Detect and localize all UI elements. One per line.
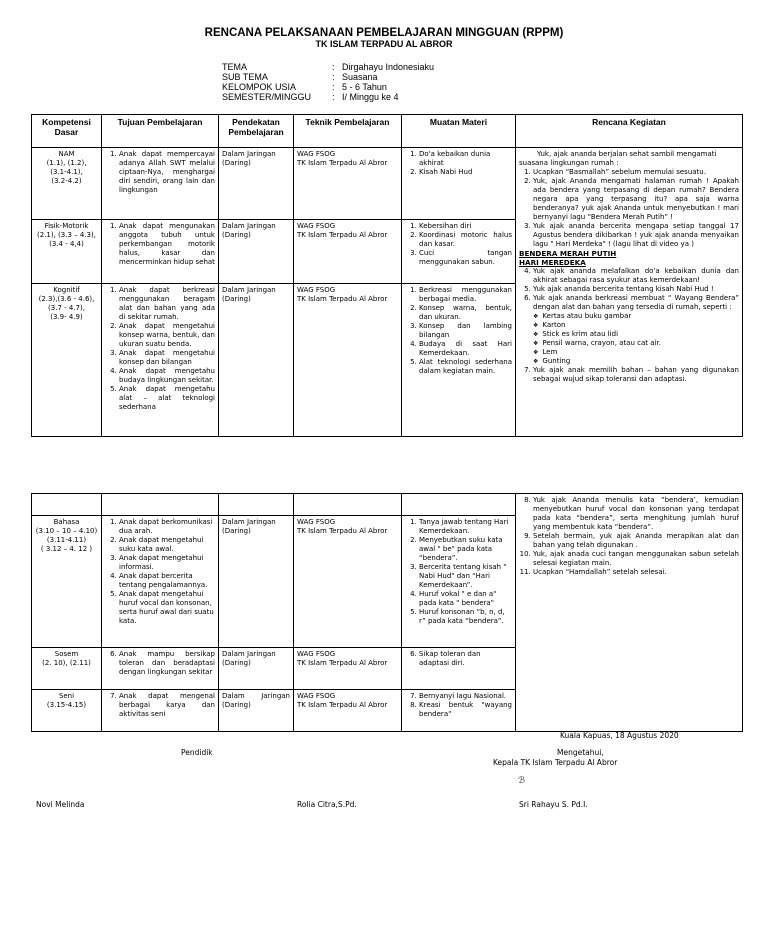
document-title: RENCANA PELAKSANAAN PEMBELAJARAN MINGGUAN (RPPM) <box>204 27 564 39</box>
header-pendekatan: Pendekatan Pembelajaran <box>219 115 294 148</box>
teknik-line: TK Islam Terpadu Al Abror <box>297 701 388 709</box>
muatan-item: 1. Kebersihan diri <box>419 222 512 231</box>
muatan-item: 6. Sikap toleran dan adaptasi diri. <box>419 650 512 668</box>
signatory-name-1: Novi Melinda <box>36 800 85 809</box>
tujuan-item: 6. Anak mampu bersikap toleran dan beradaptasi dengan lingkungan sekitar <box>119 650 215 677</box>
kompetensi-line: (3.15-4.15) <box>46 701 87 709</box>
kompetensi-cell <box>32 284 102 437</box>
rencana-kegiatan-cell <box>516 148 743 437</box>
tujuan-item: 1. Anak dapat mengunakan anggota tubuh untuk perkembangan motorik halus, kasar dan mencerminkan hidup sehat <box>119 222 215 267</box>
pendekatan-cell: Dalam Jaringan (Daring) <box>219 284 294 437</box>
rencana-item: 4. Yuk ajak ananda melafalkan do'a kebaikan dunia dan akhirat sebagai rasa syukur atas kemerdekaan! <box>533 267 739 285</box>
header-teknik: Teknik Pembelajaran <box>294 115 402 148</box>
pendekatan-cell: Dalam Jaringan (Daring) <box>219 690 294 732</box>
tujuan-item: 4. Anak dapat bercerita tentang pengalamannya. <box>119 572 215 590</box>
muatan-item: 4. Budaya di saat Hari Kemerdekaan. <box>419 340 512 358</box>
pendekatan-cell: Dalam Jaringan (Daring) <box>219 648 294 690</box>
kompetensi-line: Sosem <box>54 650 79 658</box>
tujuan-cell <box>102 284 219 437</box>
muatan-item: 5. Huruf konsonan “b, n, d, r” pada kata “bendera”. <box>419 608 512 626</box>
kepala-label: Kepala TK Islam Terpadu Al Abror <box>493 758 618 767</box>
rppm-table-2 <box>31 493 743 732</box>
material-item: ❖ Stick es krim atau lidi <box>533 330 739 339</box>
teknik-cell <box>294 648 402 690</box>
rencana-intro: Yuk, ajak ananda berjalan sehat sambil mengamati suasana lingkungan rumah : <box>519 150 717 167</box>
teknik-line: TK Islam Terpadu Al Abror <box>297 527 388 535</box>
tujuan-item: 1. Anak dapat berkreasi menggunakan beragam alat dan bahan yang ada di sekitar rumah. <box>119 286 215 322</box>
table-row <box>32 148 743 220</box>
muatan-item: 5. Alat teknologi sederhana dalam kegiatan main. <box>419 358 512 376</box>
info-value: Dirgahayu Indonesiaku <box>342 62 435 72</box>
kompetensi-cell <box>32 648 102 690</box>
header-rencana: Rencana Kegiatan <box>516 115 743 148</box>
kompetensi-line: (3.11-4.11) <box>46 536 87 544</box>
teknik-cell <box>294 148 402 220</box>
info-label: TEMA <box>222 62 248 72</box>
teknik-line: TK Islam Terpadu Al Abror <box>297 659 388 667</box>
tujuan-cell <box>102 148 219 220</box>
info-label: KELOMPOK USIA <box>222 82 297 92</box>
empty-cell <box>102 494 219 516</box>
muatan-item: 4. Huruf vokal " e dan a" pada kata " bendera" <box>419 590 512 608</box>
empty-cell <box>402 494 516 516</box>
rencana-item: 7. Yuk ajak anak memilih bahan – bahan yang digunakan sebagai wujud sikap toleransi dan adaptasi. <box>533 366 739 384</box>
tujuan-cell <box>102 690 219 732</box>
kompetensi-line: (3.7 - 4.7), <box>48 304 85 312</box>
info-value: Suasana <box>342 72 378 82</box>
rencana-item: 6. Yuk ajak ananda berkreasi membuat “ Wayang Bendera” dengan alat dan bahan yang tersedia di rumah, seperti : <box>533 294 739 312</box>
song-title-1: BENDERA MERAH PUTIH <box>519 249 617 258</box>
signatory-name-3: Sri Rahayu S. Pd.I. <box>519 800 588 809</box>
header-kompetensi: Kompetensi Dasar <box>32 115 102 148</box>
rencana-item: 10. Yuk, ajak anada cuci tangan menggunakan sabun setelah selesai kegiatan main. <box>533 550 739 568</box>
muatan-item: 1. Berkreasi menggunakan berbagai media. <box>419 286 512 304</box>
pendidik-label: Pendidik <box>181 748 213 757</box>
pendekatan-cell: Dalam Jaringan (Daring) <box>219 148 294 220</box>
muatan-item: 2. Kisah Nabi Hud <box>419 168 512 177</box>
tujuan-item: 3. Anak dapat mengetahui informasi. <box>119 554 215 572</box>
tujuan-item: 3. Anak dapat mengetahui konsep dan bilangan <box>119 349 215 367</box>
teknik-line: TK Islam Terpadu Al Abror <box>297 159 388 167</box>
tujuan-item: 5. Anak dapat mengetahu alat – alat teknologi sederhana <box>119 385 215 412</box>
info-value: I/ Minggu ke 4 <box>342 92 399 102</box>
kompetensi-line: (3.10 – 10 – 4.10) <box>35 527 98 535</box>
teknik-cell <box>294 516 402 648</box>
materials-list <box>519 312 739 366</box>
kompetensi-line: (1.1), (1.2), <box>46 159 87 167</box>
table-blank-row <box>32 494 743 516</box>
material-item: ❖ Pensil warna, crayon, atau cat air. <box>533 339 739 348</box>
muatan-item: 3. Bercerita tentang kisah " Nabi Hud" dan “Hari Kemerdekaan”. <box>419 563 512 590</box>
kompetensi-cell <box>32 148 102 220</box>
teknik-cell <box>294 284 402 437</box>
song-title-2: HARI MEREDEKA <box>519 258 586 267</box>
muatan-cell <box>402 516 516 648</box>
muatan-item: 1. Do'a kebaikan dunia akhirat <box>419 150 512 168</box>
table-header-row <box>32 115 743 148</box>
teknik-line: WAG FSOG <box>297 518 336 526</box>
kompetensi-line: Seni <box>58 692 75 700</box>
muatan-cell <box>402 690 516 732</box>
pendekatan-cell: Dalam Jaringan (Daring) <box>219 220 294 284</box>
material-item: ❖ Gunting <box>533 357 739 366</box>
rencana-item: 3. Yuk ajak ananda bercerita mengapa setiap tanggal 17 Agustus bendera dikibarkan ! yuk ajak ananda menyaikan lagu " Hari Merdeka" ! (lagu lihat di video ya ) <box>533 222 739 249</box>
muatan-item: 2. Menyebutkan suku kata awal " be" pada kata “bendera”. <box>419 536 512 563</box>
teknik-line: WAG FSOG <box>297 222 336 230</box>
kompetensi-line: (2.1), (3.3 – 4.3), <box>37 231 96 239</box>
muatan-item: 7. Bernyanyi lagu Nasional. <box>419 692 512 701</box>
header-muatan: Muatan Materi <box>402 115 516 148</box>
rencana-item: 11. Ucapkan “Hamdallah” setelah selesai. <box>533 568 739 577</box>
kompetensi-line: ( 3.12 – 4. 12 ) <box>40 545 93 553</box>
empty-cell <box>32 494 102 516</box>
kompetensi-line: (3.9- 4.9) <box>50 313 83 321</box>
teknik-cell <box>294 220 402 284</box>
rencana-item: 1. Ucapkan “Basmallah” sebelum memulai sesuatu. <box>533 168 739 177</box>
teknik-line: WAG FSOG <box>297 692 336 700</box>
kompetensi-cell <box>32 516 102 648</box>
empty-cell <box>219 494 294 516</box>
tujuan-cell <box>102 648 219 690</box>
tujuan-cell <box>102 220 219 284</box>
muatan-item: 2. Konsep warna, bentuk, dan ukuran. <box>419 304 512 322</box>
rencana-kegiatan-cell <box>516 494 743 732</box>
kompetensi-line: (2. 10), (2.11) <box>42 659 91 667</box>
place-date: Kuala Kapuas, 18 Agustus 2020 <box>560 731 679 740</box>
teknik-line: TK Islam Terpadu Al Abror <box>297 295 388 303</box>
rppm-table-1 <box>31 114 743 437</box>
muatan-cell <box>402 284 516 437</box>
tujuan-item: 2. Anak dapat mengetahui suku kata awal. <box>119 536 215 554</box>
info-value: 5 - 6 Tahun <box>342 82 387 92</box>
teknik-line: WAG FSOG <box>297 286 336 294</box>
kompetensi-line: (2.3),(3.6 - 4.6), <box>38 295 95 303</box>
muatan-item: 3. Cuci tangan menggunakan sabun. <box>419 249 512 267</box>
signature-mark: ℬ <box>518 776 526 786</box>
empty-cell <box>294 494 402 516</box>
signatory-name-2: Rolia Citra,S.Pd. <box>297 800 357 809</box>
kompetensi-cell <box>32 690 102 732</box>
info-label: SEMESTER/MINGGU <box>222 92 312 102</box>
muatan-cell <box>402 148 516 220</box>
kompetensi-line: Bahasa <box>53 518 80 526</box>
document-subtitle: TK ISLAM TERPADU AL ABROR <box>315 39 453 49</box>
tujuan-item: 7. Anak dapat mengenal berbagai karya dan aktivitas seni <box>119 692 215 719</box>
kompetensi-line: Kognitif <box>53 286 80 294</box>
rencana-item: 5. Yuk ajak ananda bercerita tentang kisah Nabi Hud ! <box>533 285 739 294</box>
tujuan-item: 1. Anak dapat mempercayai adanya Allah SWT melalui ciptaan-Nya, menghargai diri sendiri, orang lain dan lingkungan <box>119 150 215 195</box>
material-item: ❖ Lem <box>533 348 739 357</box>
tujuan-item: 2. Anak dapat mengetahui konsep warna, bentuk, dan ukuran suatu benda. <box>119 322 215 349</box>
header-tujuan: Tujuan Pembelajaran <box>102 115 219 148</box>
tujuan-item: 4. Anak dapat mengetahu budaya lingkungan sekitar. <box>119 367 215 385</box>
kompetensi-line: NAM <box>58 150 75 158</box>
teknik-line: WAG FSOG <box>297 150 336 158</box>
kompetensi-line: Fisik-Motorik <box>44 222 89 230</box>
tujuan-cell <box>102 516 219 648</box>
tujuan-item: 5. Anak dapat mengetahui huruf vocal dan konsonan, serta huruf awal dari suatu kata. <box>119 590 215 626</box>
teknik-cell <box>294 690 402 732</box>
rencana-item: 9. Setelah bermain, yuk ajak Ananda merapikan alat dan bahan yang telah digunakan . <box>533 532 739 550</box>
muatan-item: 2. Koordinasi motoric halus dan kasar. <box>419 231 512 249</box>
kompetensi-line: (3.4 - 4,4) <box>49 240 84 248</box>
rencana-item: 8. Yuk ajak Ananda menulis kata “bendera’, kemudian menyebutkan huruf vocal dan konsonan yang terdapat pada kata “bendera”, serta menghitung jumlah huruf yang membentuk kata “bendera”. <box>533 496 739 532</box>
material-item: ❖ Kertas atau buku gambar <box>533 312 739 321</box>
teknik-line: WAG FSOG <box>297 650 336 658</box>
muatan-cell <box>402 220 516 284</box>
kompetensi-cell <box>32 220 102 284</box>
kompetensi-line: (3.1-4.1), <box>50 168 83 176</box>
muatan-item: 1. Tanya jawab tentang Hari Kemerdekaan. <box>419 518 512 536</box>
info-label: SUB TEMA <box>222 72 268 82</box>
muatan-item: 3. Konsep dan lambing bilangan <box>419 322 512 340</box>
material-item: ❖ Karton <box>533 321 739 330</box>
teknik-line: TK Islam Terpadu Al Abror <box>297 231 388 239</box>
muatan-cell <box>402 648 516 690</box>
tujuan-item: 1. Anak dapat berkomunikasi dua arah. <box>119 518 215 536</box>
mengetahui-label: Mengetahui, <box>557 748 604 757</box>
pendekatan-cell: Dalam Jaringan (Daring) <box>219 516 294 648</box>
muatan-item: 8. Kreasi bentuk "wayang bendera" <box>419 701 512 719</box>
kompetensi-line: (3.2-4.2) <box>51 177 82 185</box>
rencana-item: 2. Yuk, ajak Ananda mengamati halaman rumah ! Apakah ada bendera yang terpasang di depan rumah? Bendera negara apa yang terpasang itu? apa saja warna benderanya? yuk ajak Ananda untuk menyebutkan ! mari bernyanyi lagu “Bendera Merah Putih” ! <box>533 177 739 222</box>
